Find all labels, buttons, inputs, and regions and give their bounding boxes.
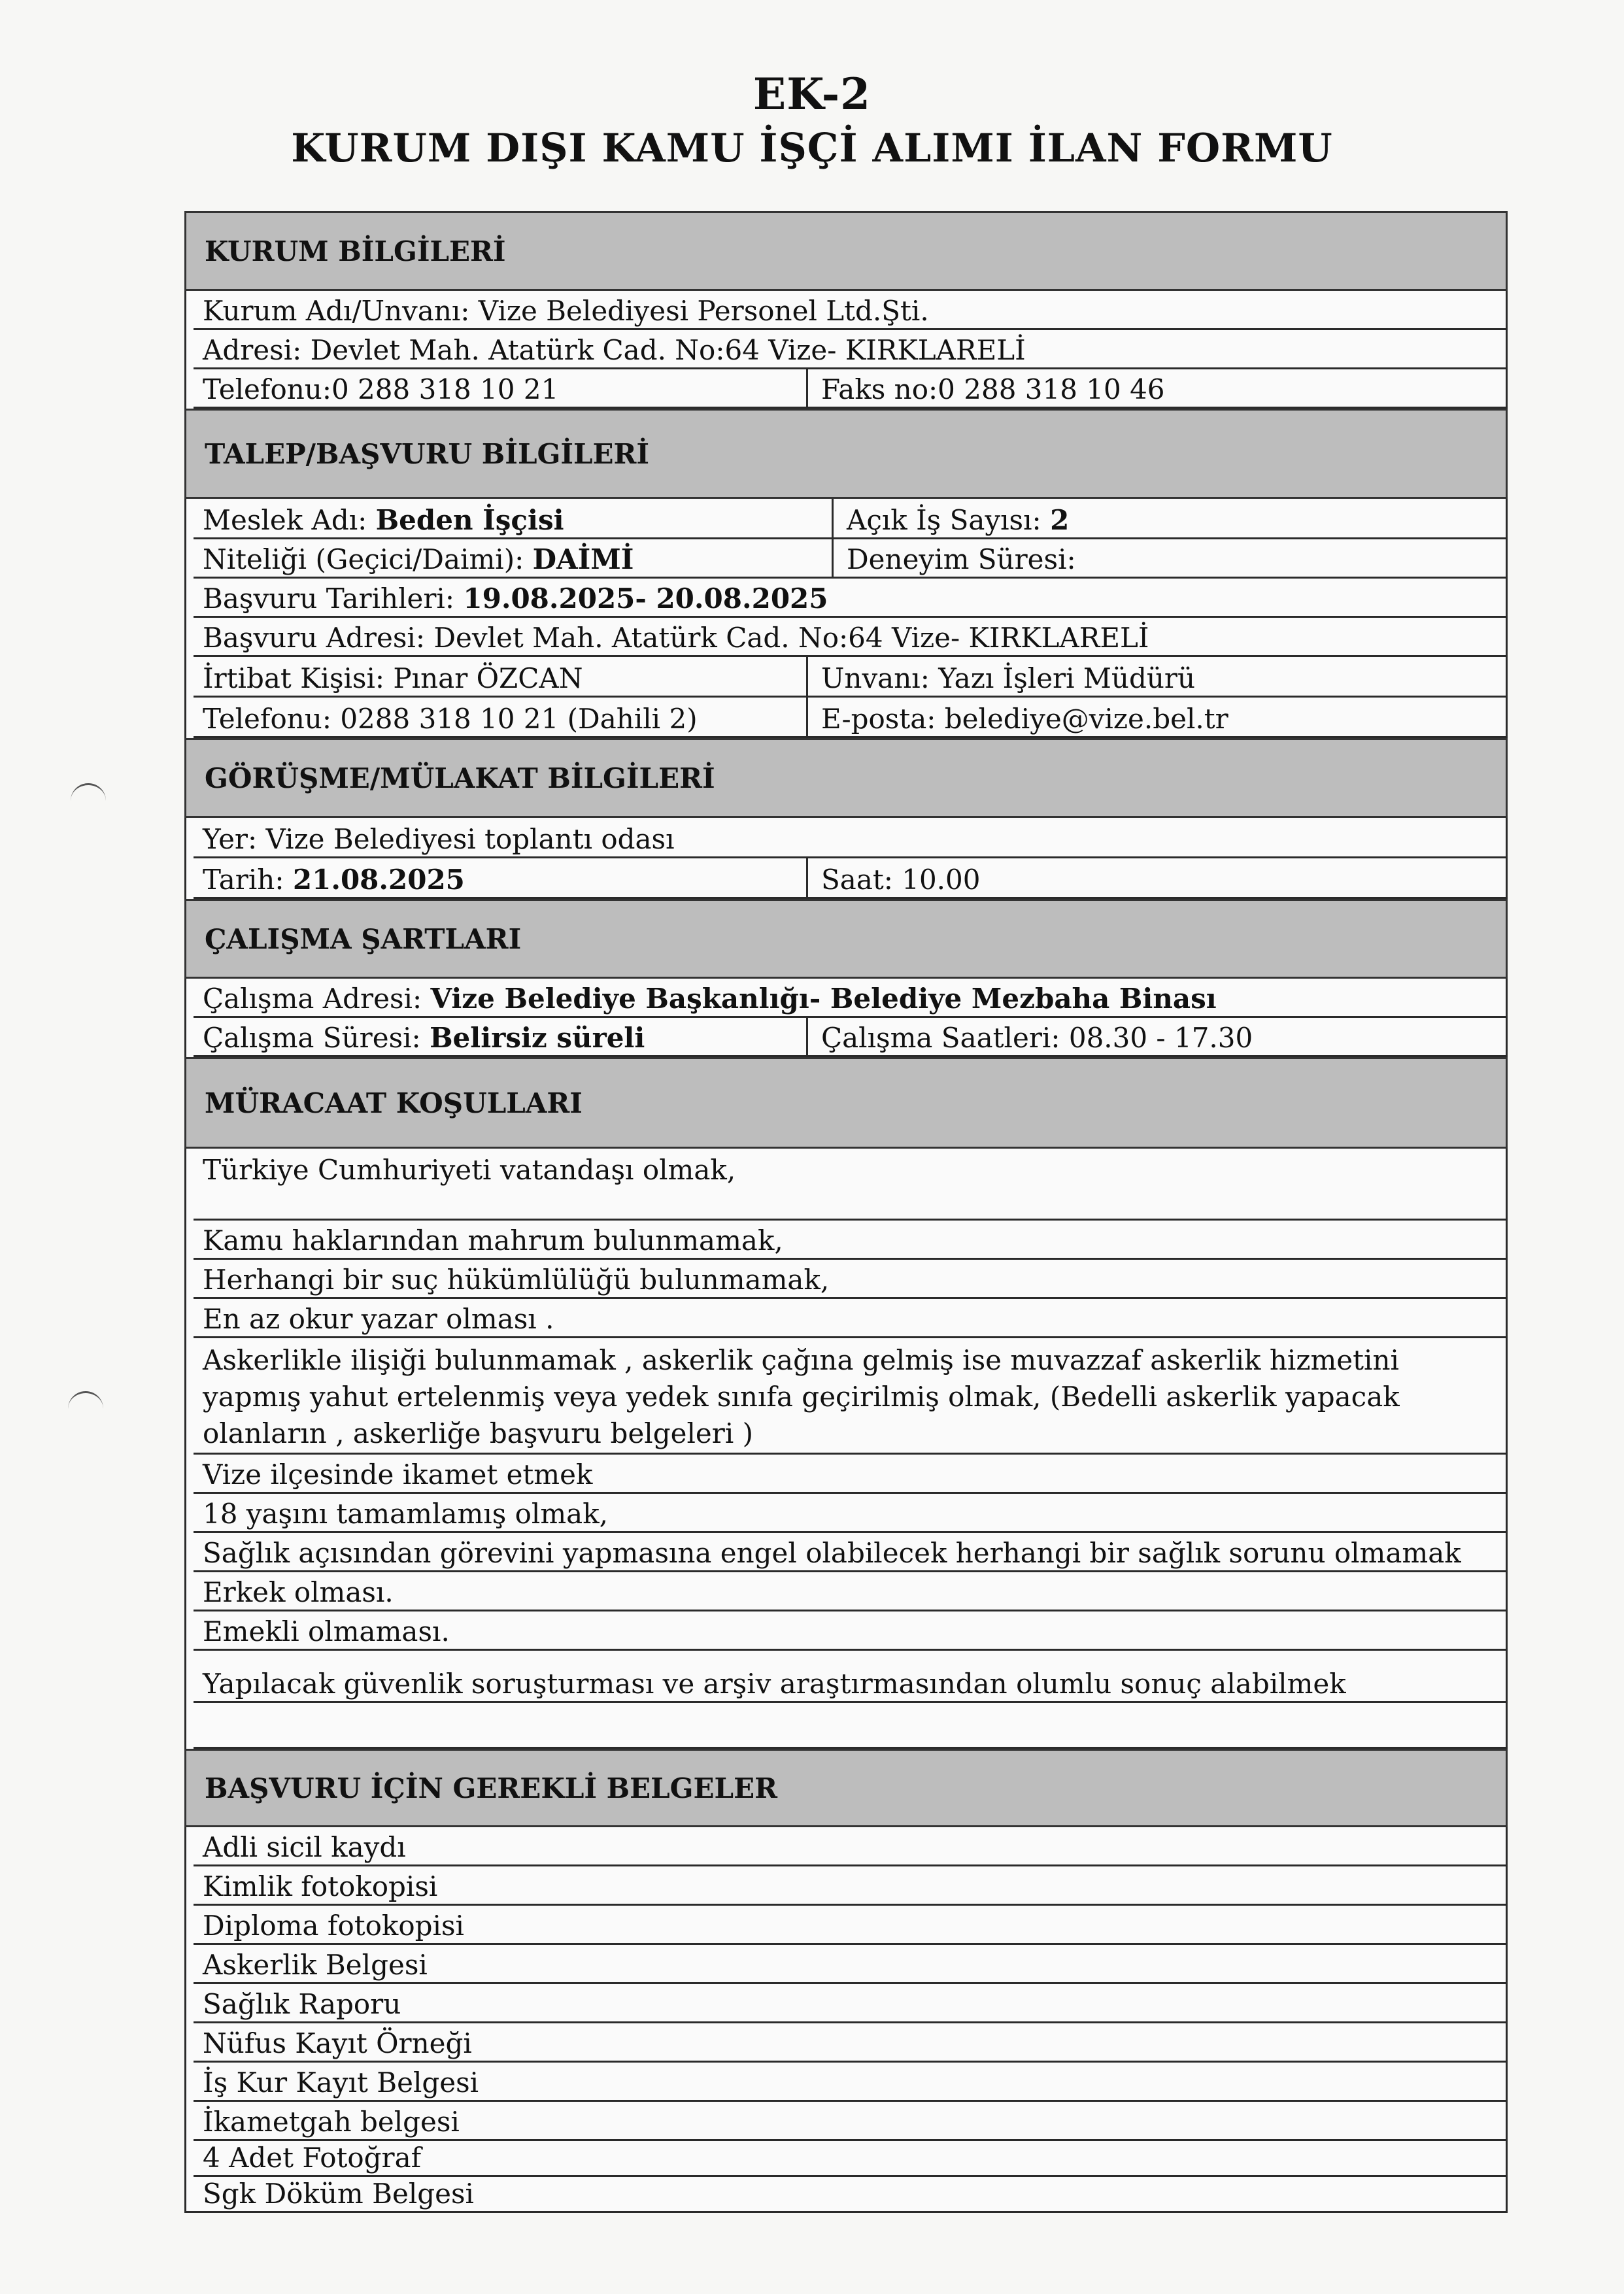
- meslek-row: [194, 499, 1508, 539]
- nitelik-value: DAİMİ: [532, 543, 634, 575]
- eposta: E-posta: belediye@vize.bel.tr: [821, 703, 1228, 735]
- calisma-sure-value: Belirsiz süreli: [430, 1022, 645, 1054]
- muracaat-item-text: 18 yaşını tamamlamış olmak,: [203, 1498, 609, 1530]
- muracaat-item-text: Emekli olmaması.: [203, 1615, 450, 1647]
- section-header-gorusme: GÖRÜŞME/MÜLAKAT BİLGİLERİ: [184, 738, 1508, 818]
- calisma-adres-row: [194, 979, 1508, 1018]
- acik-is-label: Açık İş Sayısı:: [847, 504, 1041, 536]
- calisma-saatleri: Çalışma Saatleri: 08.30 - 17.30: [821, 1022, 1253, 1054]
- belge-item-text: Sağlık Raporu: [203, 1988, 401, 2020]
- calisma-saatleri-cell: [806, 1018, 1253, 1055]
- kurum-fax: Faks no:0 288 318 10 46: [821, 373, 1165, 405]
- page-title: KURUM DIŞI KAMU İŞÇİ ALIMI İLAN FORMU: [291, 126, 1333, 171]
- nitelik-label: Niteliği (Geçici/Daimi):: [203, 543, 524, 575]
- calisma-adres-value: Vize Belediye Başkanlığı- Belediye Mezbaha Binası: [430, 983, 1217, 1015]
- muracaat-item: [194, 1572, 1508, 1611]
- belge-item-text: Kimlik fotokopisi: [203, 1870, 438, 1902]
- kurum-address-row: [194, 330, 1508, 369]
- belge-item-text: 4 Adet Fotoğraf: [203, 2142, 422, 2174]
- basvuru-tarih-value: 19.08.2025- 20.08.2025: [463, 582, 828, 615]
- belge-item: [194, 1984, 1508, 2023]
- muracaat-empty-row: [194, 1703, 1508, 1749]
- belge-item: [194, 2023, 1508, 2063]
- muracaat-item-text: Türkiye Cumhuriyeti vatandaşı olmak,: [203, 1154, 736, 1186]
- kurum-name: Kurum Adı/Unvanı: Vize Belediyesi Personel Ltd.Şti.: [203, 295, 929, 327]
- irtibat-row: [194, 657, 1508, 698]
- calisma-sure-label: Çalışma Süresi:: [203, 1022, 421, 1054]
- punch-hole-mark: [71, 783, 106, 805]
- deneyim-label: Deneyim Süresi:: [847, 543, 1076, 575]
- muracaat-item-text: Kamu haklarından mahrum bulunmamak,: [203, 1224, 783, 1257]
- muracaat-item: [194, 1494, 1508, 1533]
- muracaat-item: [194, 1149, 1508, 1221]
- acik-is-value: 2: [1050, 504, 1070, 536]
- eposta-cell: [806, 698, 1228, 736]
- belge-item: [194, 1866, 1508, 1906]
- gorusme-tarih-row: [194, 858, 1508, 899]
- basvuru-tarih-label: Başvuru Tarihleri:: [203, 582, 455, 615]
- muracaat-item: [194, 1455, 1508, 1494]
- belge-item: [194, 1945, 1508, 1984]
- meslek-label: Meslek Adı:: [203, 504, 367, 536]
- belge-item-text: Askerlik Belgesi: [203, 1949, 428, 1981]
- basvuru-adres-row: [194, 618, 1508, 657]
- muracaat-item: [194, 1260, 1508, 1299]
- section-header-belgeler: BAŞVURU İÇİN GEREKLİ BELGELER: [184, 1749, 1508, 1827]
- gorusme-tarih-label: Tarih:: [203, 864, 284, 896]
- belge-item: [194, 2141, 1508, 2177]
- telefon: Telefonu: 0288 318 10 21 (Dahili 2): [203, 703, 698, 735]
- muracaat-item-text: Erkek olması.: [203, 1576, 394, 1608]
- deneyim-cell: [832, 539, 1076, 577]
- section-header-muracaat: MÜRACAAT KOŞULLARI: [184, 1057, 1508, 1149]
- belge-item: [194, 1906, 1508, 1945]
- muracaat-item-text: Herhangi bir suç hükümlülüğü bulunmamak,: [203, 1264, 830, 1296]
- kurum-name-row: [194, 291, 1508, 330]
- form-code: EK-2: [753, 69, 871, 120]
- belge-item-text: Adli sicil kaydı: [203, 1831, 406, 1863]
- muracaat-item-text: En az okur yazar olması .: [203, 1303, 554, 1335]
- unvan-cell: [806, 657, 1195, 696]
- gorusme-tarih-value: 21.08.2025: [292, 864, 465, 896]
- kurum-phone: Telefonu:0 288 318 10 21: [203, 373, 559, 405]
- belge-item-text: Diploma fotokopisi: [203, 1910, 464, 1942]
- belge-item: [194, 1827, 1508, 1866]
- muracaat-item-text: Sağlık açısından görevini yapmasına engel olabilecek herhangi bir sağlık sorunu olmamak: [203, 1537, 1461, 1569]
- muracaat-item: [194, 1299, 1508, 1338]
- telefon-row: [194, 698, 1508, 738]
- basvuru-tarih-row: [194, 579, 1508, 618]
- irtibat-kisi: İrtibat Kişisi: Pınar ÖZCAN: [203, 662, 583, 694]
- belge-item: [194, 2063, 1508, 2102]
- muracaat-item: [194, 1338, 1508, 1455]
- calisma-adres-label: Çalışma Adresi:: [203, 983, 422, 1015]
- belge-item: [194, 2102, 1508, 2141]
- muracaat-item: [194, 1533, 1508, 1572]
- muracaat-item: [194, 1611, 1508, 1651]
- gorusme-yer-row: [194, 818, 1508, 858]
- meslek-value: Beden İşçisi: [375, 504, 564, 536]
- belge-item-text: Sgk Döküm Belgesi: [203, 2178, 474, 2210]
- section-header-talep: TALEP/BAŞVURU BİLGİLERİ: [184, 409, 1508, 499]
- muracaat-item-text: Yapılacak güvenlik soruşturması ve arşiv araştırmasından olumlu sonuç alabilmek: [203, 1668, 1346, 1700]
- kurum-phone-row: [194, 369, 1508, 409]
- acik-is-cell: [832, 499, 1069, 537]
- kurum-address: Adresi: Devlet Mah. Atatürk Cad. No:64 Vize- KIRKLARELİ: [203, 334, 1026, 366]
- section-header-calisma: ÇALIŞMA ŞARTLARI: [184, 899, 1508, 979]
- calisma-sure-row: [194, 1018, 1508, 1057]
- muracaat-item-text: Askerlikle ilişiği bulunmamak , askerlik çağına gelmiş ise muvazzaf askerlik hizmetini yapmış yahut ertelenmiş veya yedek sınıfa geçirilmiş olmak, (Bedelli askerlik yapacak olanların , askerliğe başvuru belgeleri ): [203, 1344, 1400, 1449]
- section-header-kurum: KURUM BİLGİLERİ: [184, 211, 1508, 291]
- punch-hole-mark: [68, 1391, 103, 1413]
- belge-item: [194, 2177, 1508, 2213]
- nitelik-row: [194, 539, 1508, 579]
- kurum-fax-cell: [806, 369, 1165, 407]
- muracaat-item: [194, 1651, 1508, 1703]
- muracaat-item: [194, 1221, 1508, 1260]
- gorusme-yer: Yer: Vize Belediyesi toplantı odası: [203, 823, 675, 855]
- belge-item-text: İkametgah belgesi: [203, 2106, 460, 2138]
- belge-item-text: Nüfus Kayıt Örneği: [203, 2027, 472, 2059]
- gorusme-saat-cell: [806, 858, 980, 897]
- basvuru-adres: Başvuru Adresi: Devlet Mah. Atatürk Cad. No:64 Vize- KIRKLARELİ: [203, 622, 1149, 654]
- unvan: Unvanı: Yazı İşleri Müdürü: [821, 662, 1196, 694]
- muracaat-item-text: Vize ilçesinde ikamet etmek: [203, 1459, 593, 1491]
- gorusme-saat: Saat: 10.00: [821, 864, 981, 896]
- belge-item-text: İş Kur Kayıt Belgesi: [203, 2066, 479, 2099]
